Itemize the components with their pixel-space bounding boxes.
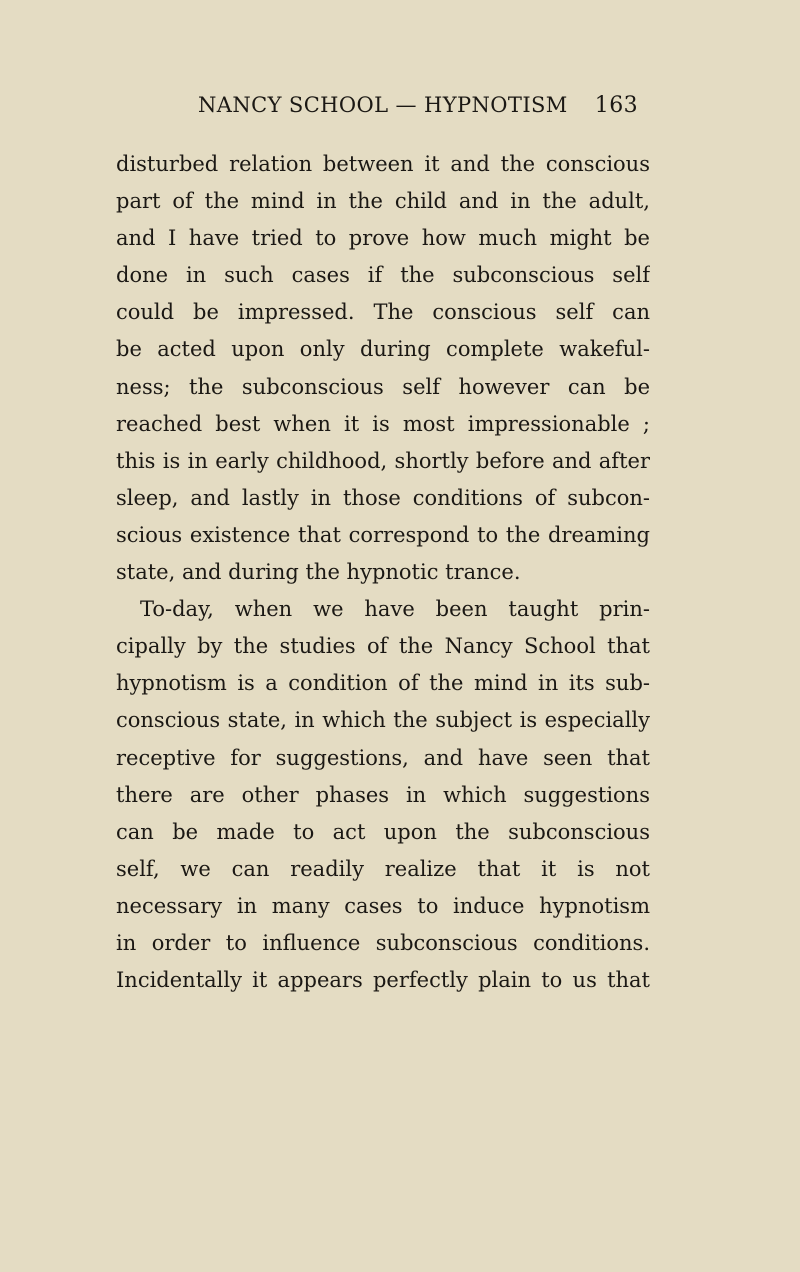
text-line: To-day, when we have been taught prin-	[140, 597, 650, 622]
text-line: ness; the subconscious self however can be	[116, 374, 650, 399]
text-line: receptive for suggestions, and have seen that	[116, 745, 650, 770]
page-number: 163	[594, 93, 638, 118]
text-line: this is in early childhood, shortly before and after	[116, 448, 650, 473]
text-line: scious existence that correspond to the dreaming	[116, 522, 650, 547]
text-line: and I have tried to prove how much might be	[116, 226, 650, 251]
text-line: self, we can readily realize that it is not	[116, 856, 650, 881]
text-line: cipally by the studies of the Nancy School that	[116, 634, 650, 659]
text-line: done in such cases if the subconscious self	[116, 263, 650, 288]
text-line: part of the mind in the child and in the adult,	[116, 189, 650, 214]
text-line: be acted upon only during complete wakeful-	[116, 337, 650, 362]
text-line: necessary in many cases to induce hypnotism	[116, 893, 650, 918]
text-line: can be made to act upon the subconscious	[116, 819, 650, 844]
text-line: hypnotism is a condition of the mind in its sub-	[116, 671, 650, 696]
body-text	[116, 146, 650, 999]
text-line: reached best when it is most impressionable ;	[116, 411, 650, 436]
text-line: Incidentally it appears perfectly plain to us that	[116, 968, 650, 993]
text-line: disturbed relation between it and the conscious	[116, 152, 650, 176]
running-head: NANCY SCHOOL — HYPNOTISM	[198, 93, 568, 117]
text-line: conscious state, in which the subject is especially	[116, 708, 650, 733]
text-line: sleep, and lastly in those conditions of subcon-	[116, 485, 650, 510]
text-line: in order to influence subconscious conditions.	[116, 930, 650, 955]
text-line: state, and during the hypnotic trance.	[116, 560, 521, 585]
text-line: could be impressed. The conscious self can	[116, 300, 650, 325]
text-line: there are other phases in which suggestions	[116, 782, 650, 807]
page-header	[198, 93, 638, 118]
